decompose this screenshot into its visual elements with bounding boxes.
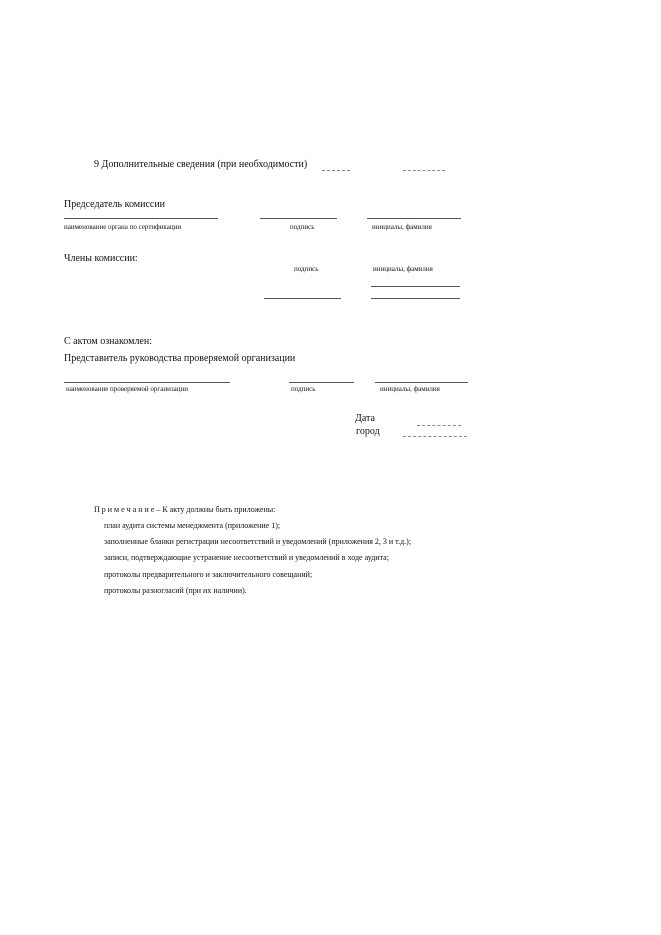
acquainted-title: С актом ознакомлен: bbox=[64, 336, 152, 347]
chairman-org-line bbox=[64, 218, 218, 219]
note-item: протоколы разногласий (при их наличии). bbox=[104, 586, 247, 595]
chairman-org-caption: наименование органа по сертификации bbox=[64, 223, 182, 231]
acquainted-name-line bbox=[375, 382, 468, 383]
chairman-name-caption: инициалы, фамилия bbox=[372, 223, 432, 231]
date-blank bbox=[417, 425, 461, 426]
chairman-signature-caption: подпись bbox=[290, 223, 315, 231]
section-9-blank-2 bbox=[403, 170, 445, 171]
note-item: записи, подтверждающие устранение несоответствий и уведомлений в ходе аудита; bbox=[104, 553, 389, 562]
chairman-title: Председатель комиссии bbox=[64, 199, 166, 210]
chairman-name-line bbox=[367, 218, 461, 219]
note-item: протоколы предварительного и заключительного совещаний; bbox=[104, 570, 313, 579]
acquainted-org-caption: наименование проверяемой организации bbox=[66, 385, 189, 393]
members-title: Члены комиссии: bbox=[64, 253, 138, 264]
member-2-signature-line bbox=[264, 298, 341, 299]
city-blank bbox=[403, 436, 467, 437]
member-2-name-line bbox=[371, 298, 460, 299]
section-9-title: 9 Дополнительные сведения (при необходимости) bbox=[94, 159, 308, 170]
note-heading: П р и м е ч а н и е – К акту должны быть приложены: bbox=[94, 505, 276, 514]
acquainted-org-line bbox=[64, 382, 230, 383]
members-signature-caption: подпись bbox=[294, 265, 319, 273]
section-9-blank bbox=[322, 170, 350, 171]
chairman-signature-line bbox=[260, 218, 337, 219]
member-1-name-line bbox=[371, 286, 460, 287]
note-item: заполненные бланки регистрации несоответствий и уведомлений (приложения 2, 3 и т.д.); bbox=[104, 537, 412, 546]
members-name-caption: инициалы, фамилия bbox=[373, 265, 433, 273]
note-item: план аудита системы менеджмента (приложение 1); bbox=[104, 521, 281, 530]
city-label: город bbox=[356, 426, 380, 437]
acquainted-name-caption: инициалы, фамилия bbox=[380, 385, 440, 393]
acquainted-signature-line bbox=[289, 382, 354, 383]
representative-label: Представитель руководства проверяемой организации bbox=[64, 353, 296, 364]
acquainted-signature-caption: подпись bbox=[291, 385, 316, 393]
date-label: Дата bbox=[355, 413, 375, 424]
